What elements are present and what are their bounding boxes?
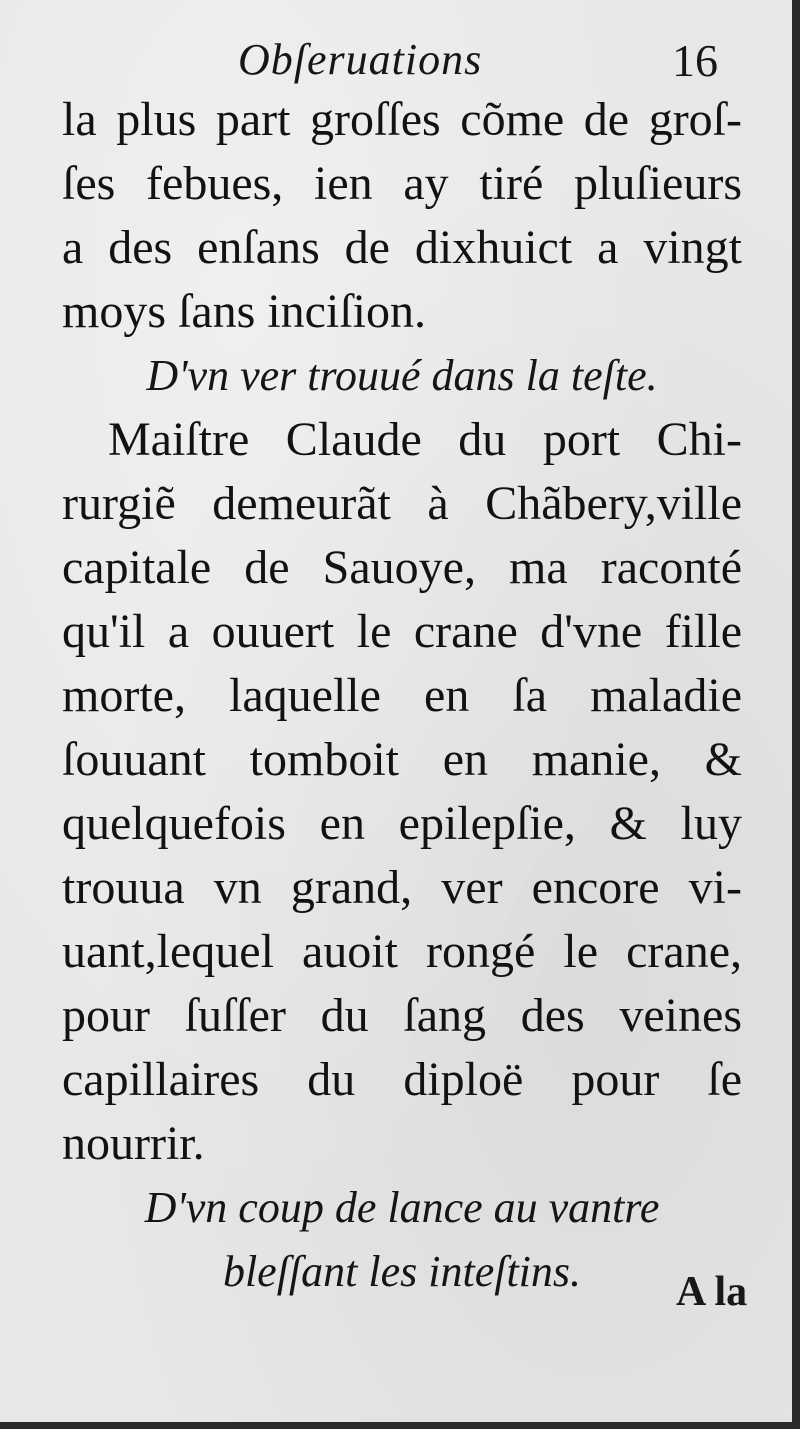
page-number: 16 — [672, 35, 718, 86]
text-line: nourrir. — [62, 1117, 205, 1170]
page-header — [0, 34, 792, 94]
text-line: moys ſans inciſion. — [62, 285, 426, 338]
body-text — [62, 88, 742, 1304]
text-line: ſouuant tomboit en manie, & — [62, 733, 742, 786]
text-line: rurgiẽ demeurãt à Chãbery,ville — [62, 477, 742, 530]
text-line: capitale de Sauoye, ma raconté — [62, 541, 742, 594]
catchword: A la — [676, 1269, 748, 1315]
text-line: la plus part groſſes cõme de groſ- — [62, 93, 742, 146]
section-heading: D'vn ver trouué dans la teſte. — [146, 351, 658, 400]
text-line: pour ſuſſer du ſang des veines — [62, 989, 742, 1042]
section-heading: D'vn coup de lance au vantre — [144, 1183, 660, 1232]
text-line: Maiſtre Claude du port Chi- — [108, 413, 742, 466]
text-line: qu'il a ouuert le crane d'vne fille — [62, 605, 742, 658]
text-line: ſes febues, ien ay tiré pluſieurs — [62, 157, 742, 210]
text-line: a des enſans de dixhuict a vingt — [62, 221, 742, 274]
text-line: morte, laquelle en ſa maladie — [62, 669, 742, 722]
text-line: quelquefois en epilepſie, & luy — [62, 797, 742, 850]
text-line: trouua vn grand, ver encore vi- — [62, 861, 742, 914]
section-heading-continued: bleſſant les inteſtins. — [222, 1247, 582, 1296]
running-head: Obſeruations — [238, 35, 483, 84]
text-line: uant,lequel auoit rongé le crane, — [62, 925, 742, 978]
text-line: capillaires du diploë pour ſe — [62, 1053, 742, 1106]
page-edge-shadow — [792, 0, 800, 1429]
page-edge-shadow-bottom — [0, 1422, 800, 1429]
